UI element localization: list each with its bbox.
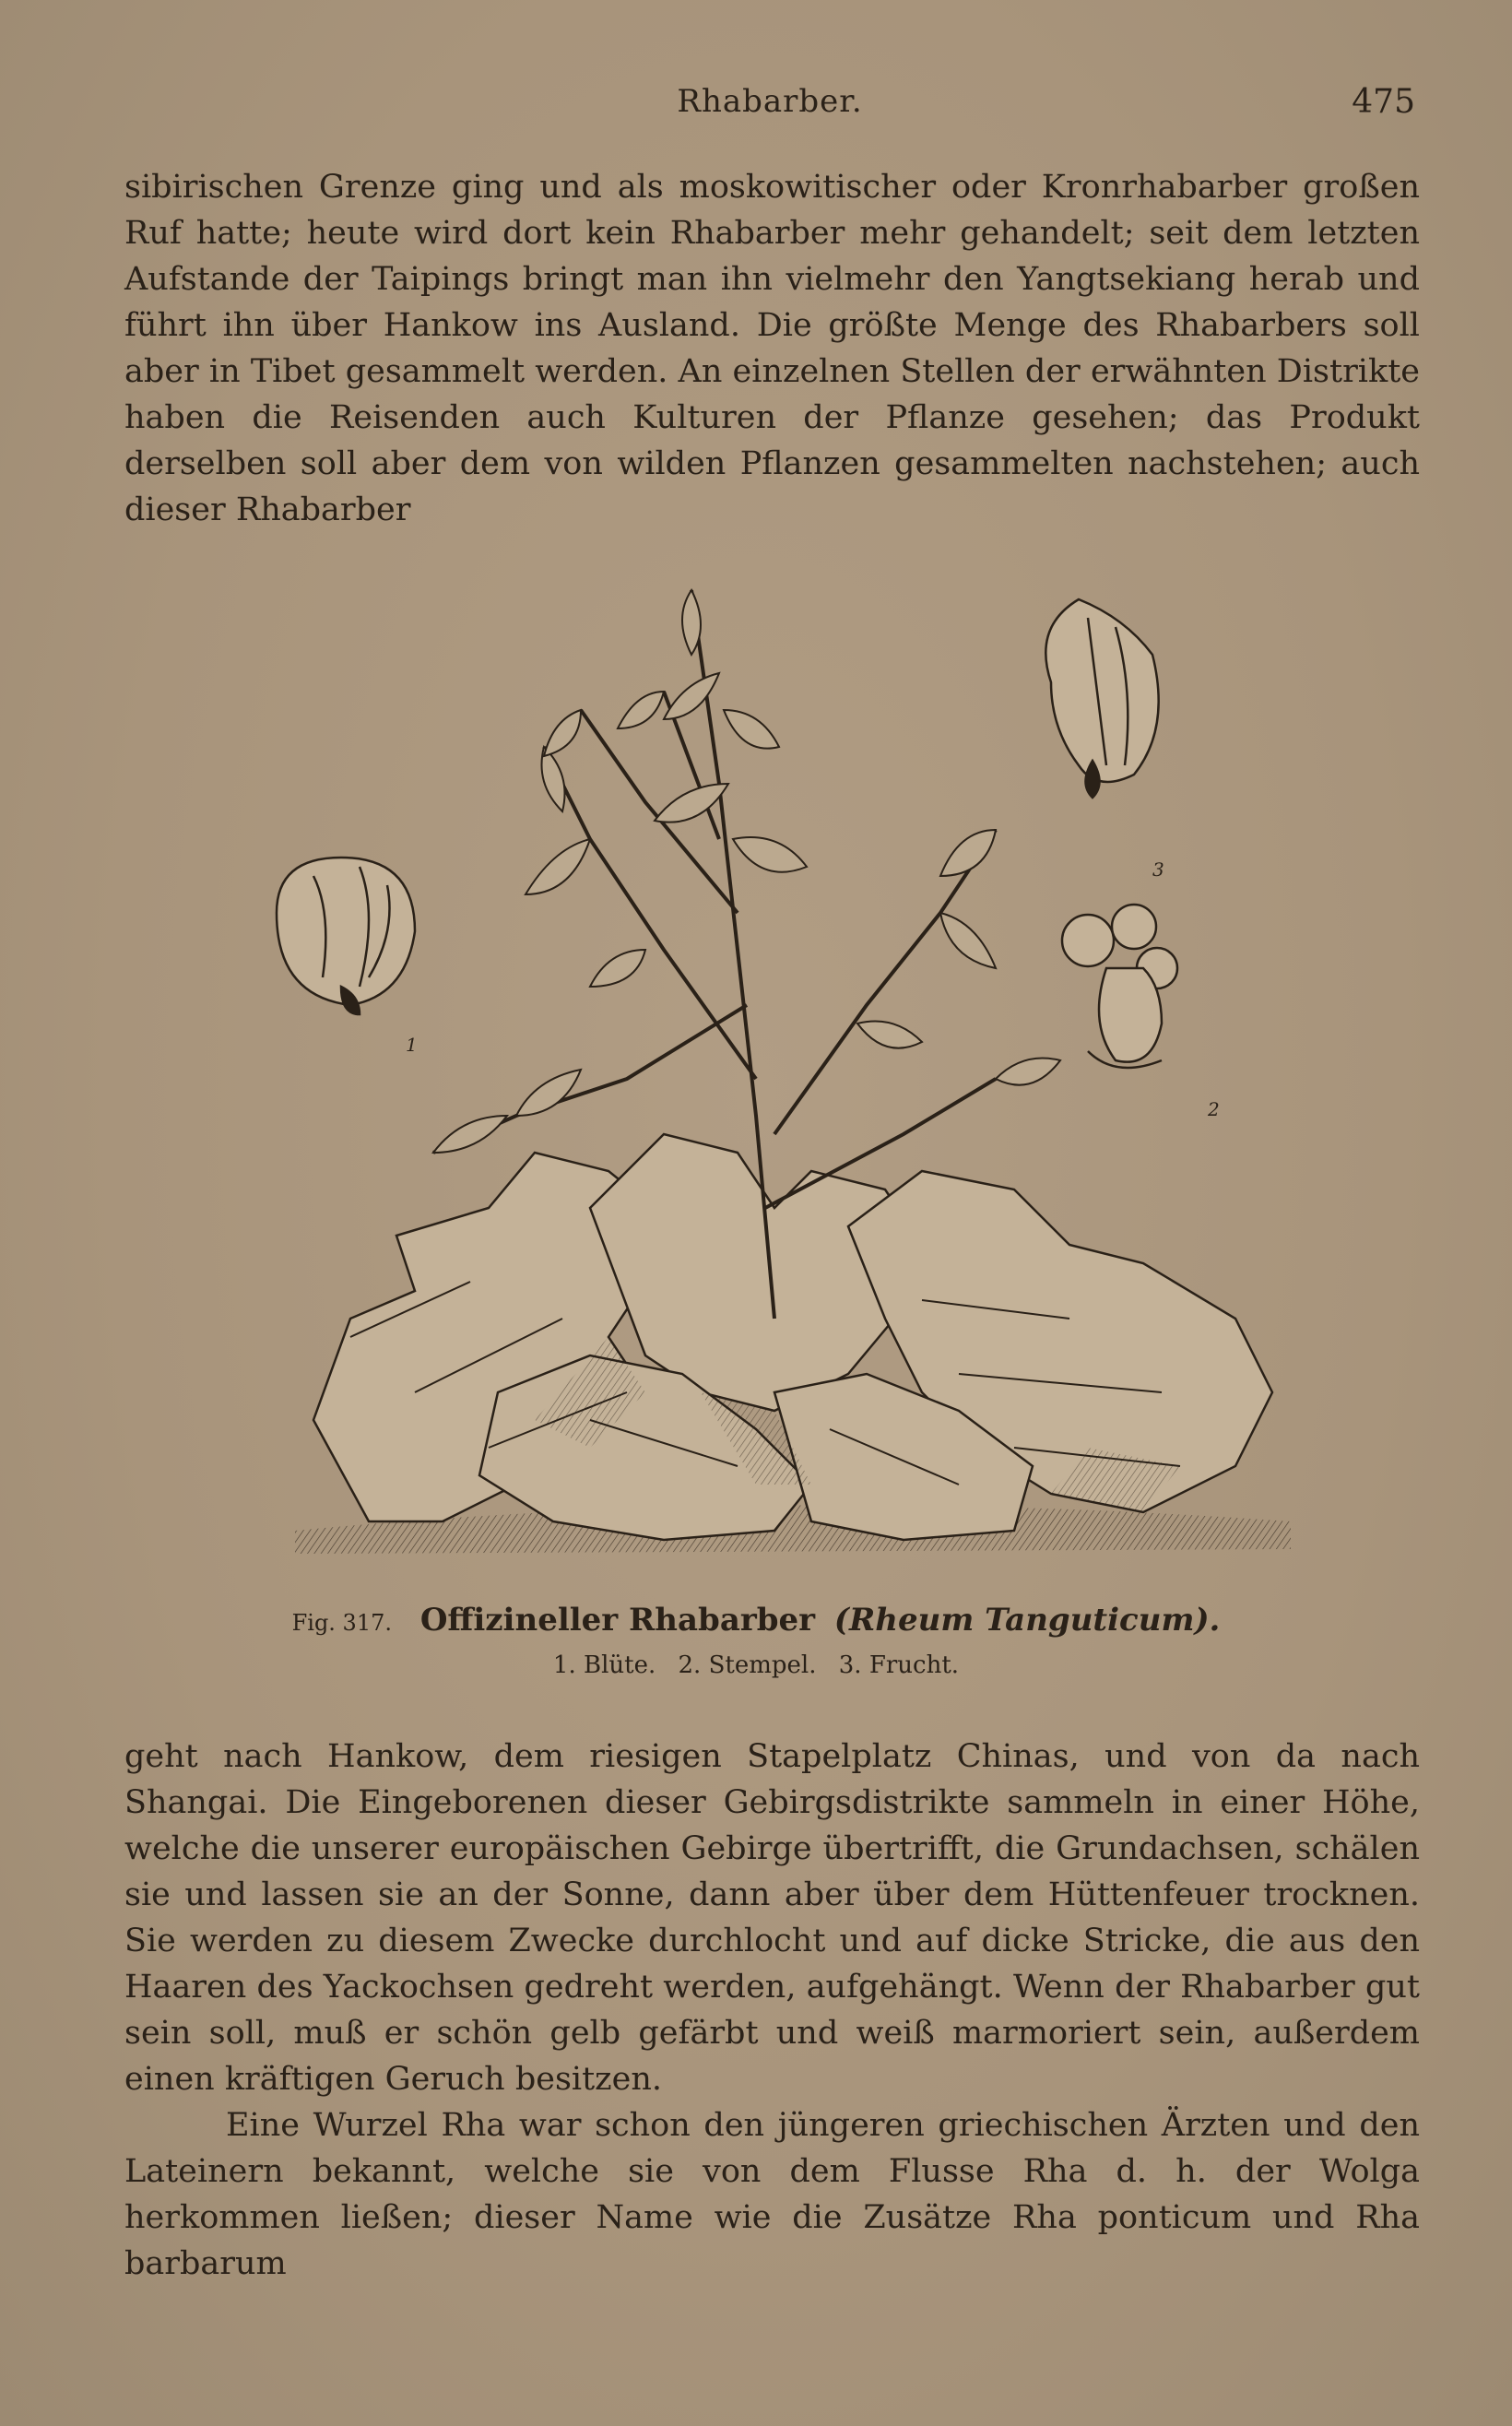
inset-label-3: 3 <box>1152 858 1164 881</box>
caption-part-3: 3. Frucht. <box>838 1651 960 1679</box>
running-title: Rhabarber. <box>677 83 863 120</box>
running-header <box>124 83 1415 129</box>
inset-pistil <box>1062 905 1220 1120</box>
paragraph: sibirischen Grenze ging und als moskowitischer oder Kronrhabarber großen Ruf hatte; heute wird dort kein Rhabarber mehr gehandelt; seit dem letzten Aufstande der Taipings bringt man ihn vielmehr den Yangtsekiang herab und führt ihn über Hankow ins Ausland. Die größte Menge des Rhabarbers soll aber in Tibet gesammelt werden. An einzelnen Stellen der erwähnten Distrikte haben die Reisenden auch Kulturen der Pflanze gesehen; das Produkt derselben soll aber dem von wilden Pflanzen gesammelten nachstehen; auch dieser Rhabarber <box>124 169 1420 528</box>
body-text-top <box>124 164 1420 533</box>
caption-part-2: 2. Stempel. <box>678 1651 817 1679</box>
inset-fruit <box>1045 599 1164 881</box>
inset-label-2: 2 <box>1208 1098 1220 1120</box>
page-number: 475 <box>1352 83 1415 121</box>
inset-flower <box>277 858 418 1056</box>
paragraph: geht nach Hankow, dem riesigen Stapelplatz Chinas, und von da nach Shangai. Die Eingeborenen dieser Gebirgsdistrikte sammeln in einer Höhe, welche die unserer europäischen Gebirge übertrifft, die Grundachsen, schälen sie und lassen sie an der Sonne, dann aber über dem Hüttenfeuer trocknen. Sie werden zu diesem Zwecke durchlocht und auf dicke Stricke, die aus den Haaren des Yackochsen gedreht werden, aufgehängt. Wenn der Rhabarber gut sein soll, muß er schön gelb gefärbt und weiß marmoriert sein, außerdem einen kräftigen Geruch besitzen. <box>124 1738 1420 2098</box>
caption-parts-line <box>267 1647 1245 1684</box>
paragraph: Eine Wurzel Rha war schon den jüngeren griechischen Ärzten und den Lateinern bekannt, welche sie von dem Flusse Rha d. h. der Wolga herkommen ließen; dieser Name wie die Zusätze Rha ponticum und Rha barbarum <box>124 2107 1420 2282</box>
inset-label-1: 1 <box>406 1034 418 1056</box>
caption-title-line <box>267 1600 1245 1643</box>
caption-part-1: 1. Blüte. <box>552 1651 656 1679</box>
figure-latin-name: (Rheum Tanguticum). <box>833 1602 1221 1639</box>
figure-title: Offizineller Rhabarber <box>419 1602 816 1639</box>
rhubarb-illustration <box>258 562 1318 1568</box>
figure-caption <box>267 1600 1245 1684</box>
figure-number: Fig. 317. <box>291 1610 392 1636</box>
body-text-bottom <box>124 1734 1420 2287</box>
